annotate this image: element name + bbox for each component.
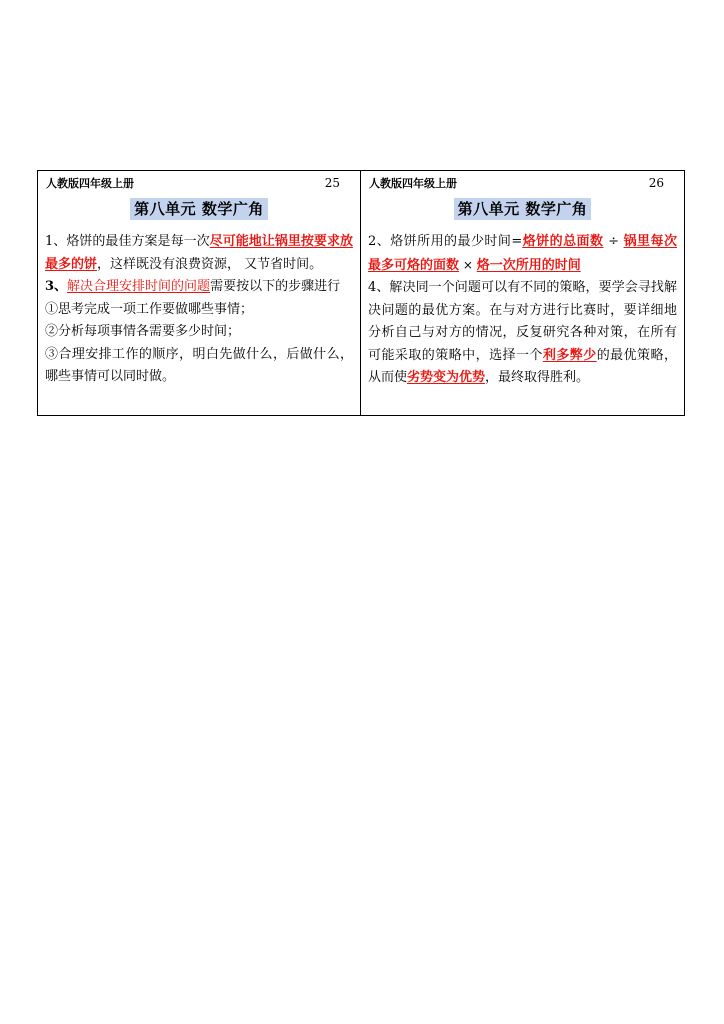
left-step-1: ①思考完成一项工作要做哪些事情； <box>45 301 254 317</box>
right-p4-tail: ，最终取得胜利。 <box>485 370 590 385</box>
right-header <box>367 175 678 191</box>
right-unit-title: 第八单元 数学广角 <box>454 198 592 220</box>
left-page-number: 25 <box>324 176 340 190</box>
right-p2-term-total-faces: 烙饼的总面数 <box>522 234 604 249</box>
left-point-1 <box>45 231 353 276</box>
left-book-label: 人教版四年级上册 <box>46 177 134 190</box>
right-p4-key-phrase-1: 利多弊少 <box>542 347 597 363</box>
left-p1-tail: ，这样既没有浪费资源， 又节省时间。 <box>97 256 323 272</box>
right-p4-text: 4、解决同一个问题可以有不同的策略，要学会寻找解决问题的最优方案。在与对方进行比赛时，要详细地分析自己与对方的情况，反复研究各种对策，在所有可能采取的策略中，选择一个 <box>368 280 677 363</box>
left-p1-text: 1、烙饼的最佳方案是每一次 <box>45 234 210 249</box>
right-p4-middle: 的最优策略，从而使 <box>368 347 677 385</box>
right-p2-text: 2、烙饼所用的最少时间= <box>368 234 523 249</box>
right-p2-term-time-per-batch: 烙一次所用的时间 <box>476 257 581 273</box>
right-p4-key-phrase-2: 劣势变为优势 <box>407 370 486 385</box>
left-p3-key-phrase: 解决合理安排时间的问题 <box>67 279 211 294</box>
right-page-number: 26 <box>648 176 664 190</box>
left-point-3 <box>45 276 353 299</box>
right-p2-multiply-sign: × <box>459 257 477 272</box>
left-content <box>44 231 354 389</box>
left-step-3: ③合理安排工作的顺序，明白先做什么，后做什么，哪些事情可以同时做。 <box>45 346 353 384</box>
right-content <box>367 231 678 390</box>
right-p2-divide-sign: ÷ <box>603 234 624 249</box>
worksheet-table <box>37 170 685 416</box>
left-header <box>44 175 354 191</box>
left-step-2: ②分析每项事情各需要多少时间； <box>45 324 241 339</box>
left-unit-title: 第八单元 数学广角 <box>130 198 268 220</box>
right-point-4 <box>368 277 677 390</box>
right-p2-term-faces-per-batch: 锅里每次最多可烙的面数 <box>368 234 677 273</box>
left-p1-key-phrase: 尽可能地让锅里按要求放最多的饼 <box>45 234 353 272</box>
right-book-label: 人教版四年级上册 <box>369 177 457 190</box>
right-point-2 <box>368 231 677 277</box>
left-panel <box>38 171 361 415</box>
right-panel <box>361 171 684 415</box>
left-p3-number: 3、 <box>45 279 68 294</box>
left-p3-tail: 需要按以下的步骤进行 <box>210 279 341 294</box>
